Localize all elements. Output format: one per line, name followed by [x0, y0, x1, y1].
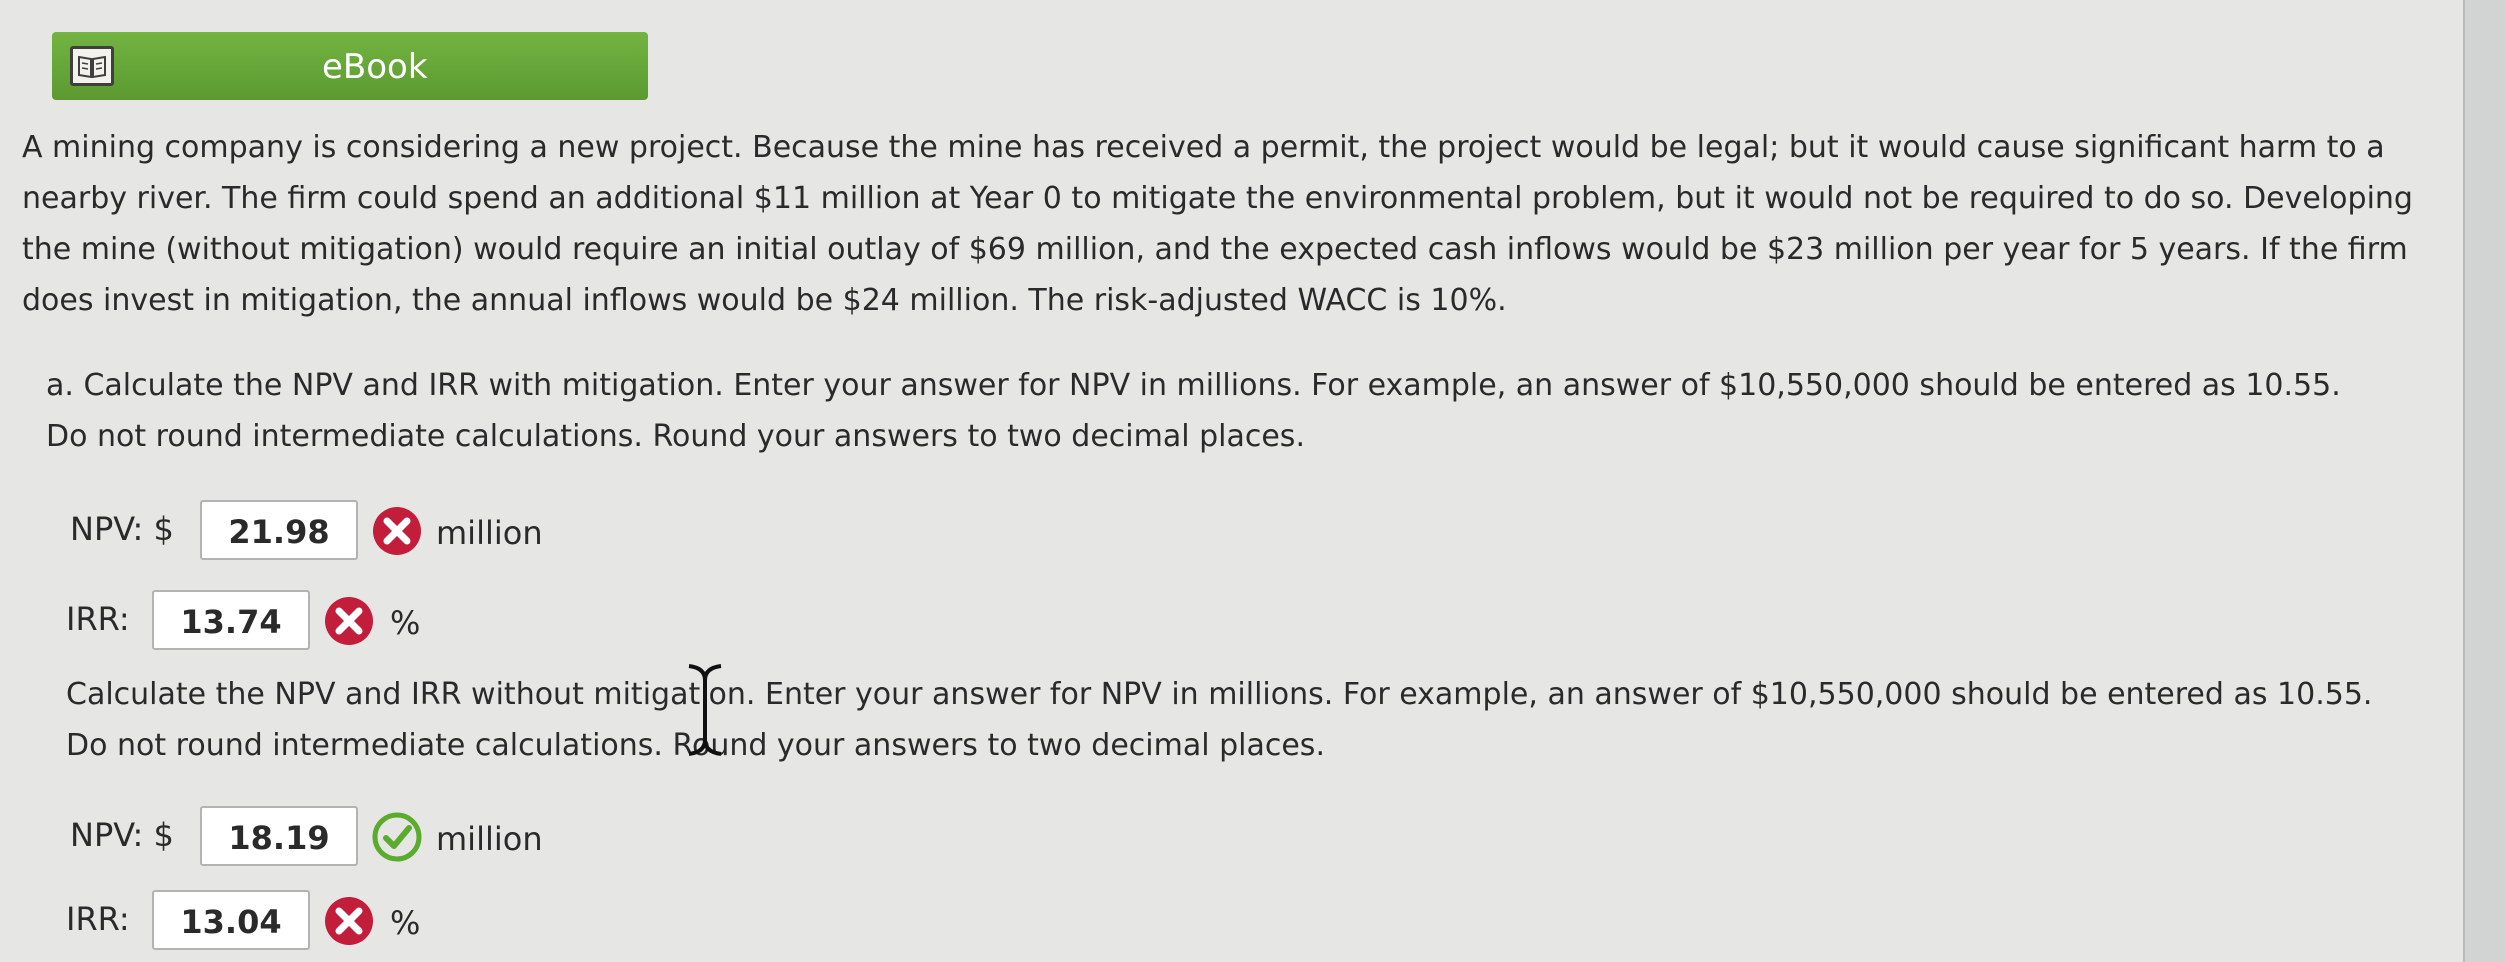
npv-label: NPV: $: [70, 816, 174, 854]
incorrect-icon: [324, 596, 374, 646]
scrollbar-track[interactable]: [2463, 0, 2505, 962]
incorrect-icon: [324, 896, 374, 946]
irr-input-without-mitigation[interactable]: 13.04: [152, 890, 310, 950]
book-icon: [70, 46, 114, 86]
npv-unit: million: [436, 514, 543, 552]
text-cursor-icon: [685, 662, 725, 758]
part-a-npv-row: [70, 500, 590, 566]
incorrect-icon: [372, 506, 422, 556]
irr-unit: %: [390, 904, 421, 942]
problem-statement: A mining company is considering a new project. Because the mine has received a permit, the project would be legal; but it would cause significant harm to a nearby river. The firm could spend an additional $11 million at Year 0 to mitigate the environmental problem, but it would not be required to do so. Developing the mine (without mitigation) would require an initial outlay of $69 million, and the expected cash inflows would be $23 million per year for 5 years. If the firm does invest in mitigation, the annual inflows would be $24 million. The risk-adjusted WACC is 10%.: [22, 130, 2413, 318]
irr-label: IRR:: [66, 600, 130, 638]
ebook-button[interactable]: [52, 32, 648, 100]
part-b-question: Calculate the NPV and IRR without mitigation. Enter your answer for NPV in millions. For example, an answer of $10,550,000 should be entered as 10.55. Do not round intermediate calculations. Round your answers to two decimal places.: [66, 677, 2373, 763]
irr-label: IRR:: [66, 900, 130, 938]
ebook-label: eBook: [322, 47, 428, 87]
npv-label: NPV: $: [70, 510, 174, 548]
npv-input-without-mitigation[interactable]: 18.19: [200, 806, 358, 866]
npv-input-with-mitigation[interactable]: 21.98: [200, 500, 358, 560]
irr-unit: %: [390, 604, 421, 642]
correct-check-icon: [372, 812, 422, 862]
part-a-irr-row: [66, 590, 446, 656]
npv-unit: million: [436, 820, 543, 858]
irr-input-with-mitigation[interactable]: 13.74: [152, 590, 310, 650]
part-b-irr-row: [66, 890, 446, 956]
part-a-question: a. Calculate the NPV and IRR with mitigation. Enter your answer for NPV in millions. For example, an answer of $10,550,000 should be entered as 10.55. Do not round intermediate calculations. Round your answers to two decimal places.: [46, 368, 2341, 454]
part-b-npv-row: [70, 806, 590, 872]
